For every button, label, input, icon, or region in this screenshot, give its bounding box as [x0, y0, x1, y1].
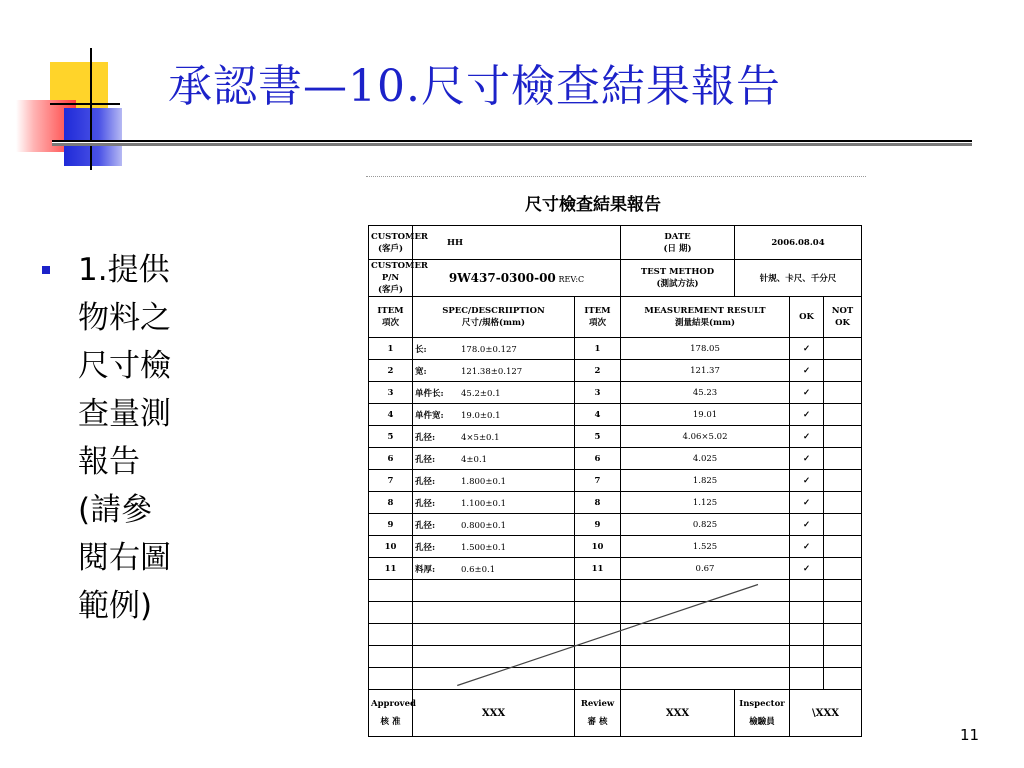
row-spec-name: 孔径: — [415, 454, 436, 465]
row-spec-name: 孔径: — [415, 476, 436, 487]
logo-blue-square — [64, 108, 122, 166]
blank-cell — [369, 668, 413, 690]
blank-cell — [790, 624, 824, 646]
blank-cell — [824, 668, 862, 690]
col-ok-header: OK — [790, 297, 824, 338]
table-row — [369, 536, 862, 558]
row-ok-mark: ✓ — [790, 404, 824, 426]
bullet-marker — [42, 266, 50, 274]
blank-row — [369, 646, 862, 668]
row-item2: 1 — [575, 338, 621, 360]
col-spec-cn: 尺寸/規格(mm) — [461, 318, 526, 328]
bullet-line: 報告 — [78, 444, 140, 480]
blank-cell — [575, 580, 621, 602]
row-notok-mark — [824, 426, 862, 448]
row-item: 6 — [369, 448, 413, 470]
row-spec — [413, 492, 575, 514]
row-result: 1.825 — [621, 470, 790, 492]
bullet-line: 查量測 — [78, 396, 171, 432]
test-method-label-cell — [621, 260, 735, 297]
row-spec-value: 4±0.1 — [461, 454, 488, 465]
inspector-label: Inspector — [739, 699, 785, 709]
logo-horizontal-line — [50, 103, 120, 105]
approved-label: Approved — [371, 699, 416, 709]
row-notok-mark — [824, 404, 862, 426]
col-item: ITEM — [377, 306, 404, 316]
row-notok-mark — [824, 492, 862, 514]
blank-cell — [413, 624, 575, 646]
row-item2: 7 — [575, 470, 621, 492]
page-number: 11 — [960, 726, 980, 744]
blank-cell — [790, 580, 824, 602]
row-item: 9 — [369, 514, 413, 536]
blank-cell — [790, 646, 824, 668]
customer-label-cell — [369, 226, 428, 260]
row-item2: 4 — [575, 404, 621, 426]
row-ok-mark: ✓ — [790, 426, 824, 448]
row-notok-mark — [824, 536, 862, 558]
row-ok-mark: ✓ — [790, 448, 824, 470]
report-title: 尺寸檢查結果報告 — [525, 195, 661, 215]
review-label-cell — [575, 690, 621, 737]
row-spec-name: 孔径: — [415, 542, 436, 553]
row-ok-mark: ✓ — [790, 514, 824, 536]
row-item2: 6 — [575, 448, 621, 470]
blank-cell — [369, 624, 413, 646]
bullet-line: 1.提供 — [78, 252, 170, 288]
row-notok-mark — [824, 558, 862, 580]
blank-cell — [790, 668, 824, 690]
table-row — [369, 382, 862, 404]
row-spec-value: 0.6±0.1 — [461, 564, 496, 575]
blank-cell — [413, 602, 575, 624]
blank-cell — [575, 624, 621, 646]
test-method-label-cn: (測試方法) — [656, 279, 699, 289]
row-ok-mark: ✓ — [790, 382, 824, 404]
row-spec-name: 单件宽: — [415, 410, 444, 421]
row-notok-mark — [824, 470, 862, 492]
customer-label: CUSTOMER — [371, 231, 428, 242]
col-meas-header — [621, 297, 790, 338]
blank-cell — [575, 602, 621, 624]
approved-label-cn: 核 准 — [380, 717, 401, 727]
col-spec-header — [413, 297, 575, 338]
row-spec-value: 178.0±0.127 — [461, 344, 517, 355]
row-ok-mark: ✓ — [790, 558, 824, 580]
blank-cell — [621, 646, 790, 668]
date-label-cn: (日 期) — [663, 243, 692, 254]
blank-row — [369, 668, 862, 690]
blank-cell — [824, 624, 862, 646]
row-item: 10 — [369, 536, 413, 558]
blank-cell — [824, 580, 862, 602]
table-row — [369, 338, 862, 360]
pn-value-cell — [413, 260, 621, 297]
row-item2: 5 — [575, 426, 621, 448]
blank-cell — [413, 646, 575, 668]
row-spec-value: 4×5±0.1 — [461, 432, 500, 443]
slide-title: 承認書—10.尺寸檢查結果報告 — [168, 61, 781, 112]
bullet-line: (請參 — [78, 492, 153, 528]
bullet-line: 尺寸檢 — [78, 348, 171, 384]
bullet-line: 範例) — [78, 588, 153, 624]
row-spec — [413, 514, 575, 536]
row-notok-mark — [824, 448, 862, 470]
blank-cell — [824, 646, 862, 668]
row-result: 19.01 — [621, 404, 790, 426]
row-item: 2 — [369, 360, 413, 382]
blank-cell — [621, 624, 790, 646]
row-item: 5 — [369, 426, 413, 448]
col-item2-header — [575, 297, 621, 338]
row-spec — [413, 470, 575, 492]
approved-value: XXX — [413, 690, 575, 737]
row-spec-value: 1.500±0.1 — [461, 542, 506, 553]
row-item: 7 — [369, 470, 413, 492]
document-top-rule — [366, 176, 866, 177]
table-row — [369, 492, 862, 514]
blank-cell — [621, 580, 790, 602]
row-spec-name: 孔径: — [415, 432, 436, 443]
date-value: 2006.08.04 — [735, 226, 862, 260]
bullet-line: 物料之 — [78, 300, 171, 336]
date-label-cell — [621, 226, 735, 260]
bullet-text — [78, 246, 208, 630]
blank-cell — [621, 668, 790, 690]
table-row — [369, 514, 862, 536]
row-item2: 8 — [575, 492, 621, 514]
row-result: 121.37 — [621, 360, 790, 382]
row-result: 178.05 — [621, 338, 790, 360]
row-notok-mark — [824, 338, 862, 360]
row-spec — [413, 558, 575, 580]
row-notok-mark — [824, 514, 862, 536]
row-result: 1.125 — [621, 492, 790, 514]
row-spec-name: 料厚: — [415, 564, 436, 575]
row-notok-mark — [824, 360, 862, 382]
review-label: Review — [580, 699, 615, 709]
row-spec-name: 孔径: — [415, 520, 436, 531]
row-result: 0.825 — [621, 514, 790, 536]
inspector-label-cell — [735, 690, 790, 737]
row-item: 11 — [369, 558, 413, 580]
row-spec-value: 19.0±0.1 — [461, 410, 501, 421]
inspector-value: \XXX — [790, 690, 862, 737]
table-row — [369, 558, 862, 580]
row-spec-value: 1.800±0.1 — [461, 476, 506, 487]
row-result: 4.025 — [621, 448, 790, 470]
row-spec — [413, 426, 575, 448]
col-item2: ITEM — [584, 306, 611, 316]
row-item2: 3 — [575, 382, 621, 404]
pn-label: CUSTOMER P/N — [371, 261, 428, 283]
row-item: 3 — [369, 382, 413, 404]
blank-cell — [369, 646, 413, 668]
blank-row — [369, 580, 862, 602]
row-result: 0.67 — [621, 558, 790, 580]
customer-label-cn: (客戶) — [377, 243, 404, 254]
row-spec-name: 单件长: — [415, 388, 444, 399]
pn-value: 9W437-0300-00 — [448, 271, 556, 285]
row-item2: 2 — [575, 360, 621, 382]
pn-rev: REV:C — [558, 275, 585, 284]
row-spec — [413, 404, 575, 426]
row-spec — [413, 338, 575, 360]
blank-cell — [621, 602, 790, 624]
pn-label-cell — [369, 260, 428, 297]
table-row — [369, 360, 862, 382]
row-spec-name: 长: — [415, 344, 427, 355]
row-ok-mark: ✓ — [790, 470, 824, 492]
blank-cell — [369, 580, 413, 602]
blank-row — [369, 602, 862, 624]
signature-row — [369, 690, 862, 737]
row-item2: 9 — [575, 514, 621, 536]
row-result: 4.06×5.02 — [621, 426, 790, 448]
blank-cell — [790, 602, 824, 624]
row-spec-value: 1.100±0.1 — [461, 498, 506, 509]
table-row — [369, 404, 862, 426]
approved-label-cell — [369, 690, 416, 737]
review-value: XXX — [621, 690, 735, 737]
row-ok-mark: ✓ — [790, 492, 824, 514]
table-row — [369, 470, 862, 492]
row-item: 4 — [369, 404, 413, 426]
report-document-image — [360, 170, 880, 745]
row-spec-name: 宽: — [415, 366, 427, 377]
logo-vertical-line — [90, 48, 92, 170]
row-spec — [413, 448, 575, 470]
blank-cell — [575, 646, 621, 668]
inspector-label-cn: 檢驗員 — [749, 717, 775, 727]
col-meas-cn: 測量結果(mm) — [674, 318, 736, 328]
row-spec-value: 45.2±0.1 — [461, 388, 501, 399]
bullet-line: 閱右圖 — [78, 540, 171, 576]
blank-cell — [413, 668, 575, 690]
title-underline — [52, 140, 972, 146]
pn-label-cn: (客戶) — [377, 285, 404, 295]
row-item2: 10 — [575, 536, 621, 558]
blank-cell — [824, 602, 862, 624]
row-item: 1 — [369, 338, 413, 360]
table-row — [369, 448, 862, 470]
row-notok-mark — [824, 382, 862, 404]
row-result: 45.23 — [621, 382, 790, 404]
test-method-value: 针规、卡尺、千分尺 — [735, 260, 862, 297]
row-spec-value: 121.38±0.127 — [461, 366, 523, 377]
blank-cell — [369, 602, 413, 624]
date-label: DATE — [664, 231, 691, 242]
blank-row — [369, 624, 862, 646]
col-meas: MEASUREMENT RESULT — [644, 306, 766, 316]
col-item-cn: 項次 — [381, 318, 399, 328]
row-item2: 11 — [575, 558, 621, 580]
test-method-label: TEST METHOD — [640, 267, 715, 277]
col-item2-cn: 項次 — [588, 318, 606, 328]
row-item: 8 — [369, 492, 413, 514]
report-table — [368, 225, 862, 737]
row-spec — [413, 360, 575, 382]
row-ok-mark: ✓ — [790, 536, 824, 558]
col-notok-header: NOT OK — [824, 297, 862, 338]
row-ok-mark: ✓ — [790, 360, 824, 382]
row-spec-value: 0.800±0.1 — [461, 520, 506, 531]
blank-cell — [413, 580, 575, 602]
row-spec — [413, 382, 575, 404]
blank-cell — [575, 668, 621, 690]
row-spec — [413, 536, 575, 558]
col-spec: SPEC/DESCRIIPTION — [442, 306, 545, 316]
col-item-header — [369, 297, 413, 338]
row-spec-name: 孔径: — [415, 498, 436, 509]
customer-value: HH — [413, 226, 621, 260]
row-ok-mark: ✓ — [790, 338, 824, 360]
row-result: 1.525 — [621, 536, 790, 558]
table-row — [369, 426, 862, 448]
review-label-cn: 審 核 — [587, 717, 608, 727]
